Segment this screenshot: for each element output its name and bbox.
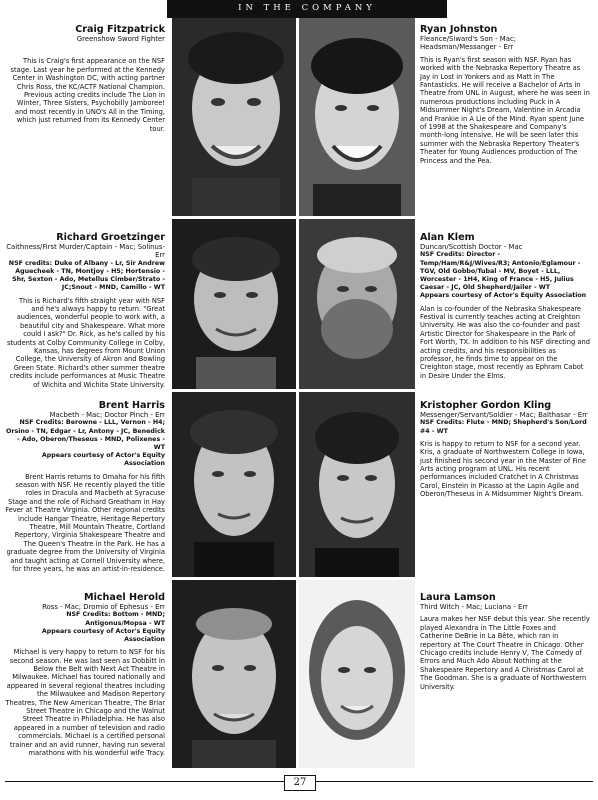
headshot-michael-herold xyxy=(172,580,296,768)
cast-name: Craig Fitzpatrick xyxy=(75,24,165,35)
cast-credits: NSF Credits: Director - Temp/Ham/R&J/Wives/R3; Antonio/Eglamour - TGV, Old Gobbo/Tubal - MV, Boyet - LLL, Worcester - 1H4, King of France - H5, Julius Caesar - JC, Old Shepherd/Jailer - WT xyxy=(420,251,581,292)
cast-role: Macbeth - Mac; Doctor Pinch - Err xyxy=(49,411,165,419)
headshot-laura-lamson xyxy=(299,580,415,768)
cast-bio: This is Richard's fifth straight year with NSF and he's always happy to return. "Great audiences, wonderful people to work with, a beautiful city and Shakespeare. What more could I ask?" Dr. Rick, as he's called by his students at Colby Community College in Colby, Kansas, has degrees from Mount Union College, the University of Akron and Bowling Green State. Richard's other summer theatre credits include performances at Music Theatre of Wichita and Wichita State University. xyxy=(6,296,165,389)
cast-equity: Appears courtesy of Actor's Equity Association xyxy=(420,292,587,300)
cast-name: Ryan Johnston xyxy=(420,24,498,35)
cast-equity: Appears courtesy of Actor's Equity Association xyxy=(41,627,165,644)
cast-name: Brent Harris xyxy=(98,400,165,411)
cast-bio: Michael is very happy to return to NSF for his second season. He was last seen as Dobbitt in Below the Belt with Next Act Theatre in Milwaukee. Michael has toured nationally and appeared in several regional theatres including the Milwaukee and Madison Repertory Theatres, The New American Theatre, The Briar Street Theatre in Chicago and the Walnut Street Theatre in Philadelphia. He has also appeared in a number of television and radio commercials. Michael is a certified personal trainer and an avid runner, having run several marathons with his wonderful wife Tracy. xyxy=(5,648,165,758)
cast-bio: This is Craig's first appearance on the NSF stage. Last year he performed at the Kennedy Center in Washington DC, with acting partner Chris Ross, the KC/ACTF National Champion. Previous acting credits include The Lion in Winter, Three Sisters, Psychobilly Jamboree! and most recently in UNO's All in the Timing, which just returned from its Kennedy Center tour. xyxy=(10,57,165,133)
cast-bio: This is Ryan's first season with NSF. Ryan has worked with the Nebraska Repertory Theatre as Jay in Lost in Yonkers and as Matt in The Fantasticks. He will receive a Bachelor of Arts in Theatre from UNL in August, where he was seen in numerous productions including Puck in A Midsummer Night's Dream, Valentine in Arcadia and Frankie in A Lie of the Mind. Ryan spent June of 1998 at the Shakespeare and Company's month-long intensive. He will be seen later this summer with the Nebraska Repertory Theater's Theater for Young Audiences production of The Princess and the Pea. xyxy=(420,55,590,165)
cast-credits: NSF Credits: Berowne - LLL, Vernon - H4; Orsino - TN, Edgar - Lr, Antony - JC, Benedick - Ado, Oberon/Theseus - MND, Polixenes - WT xyxy=(5,419,165,452)
cast-entry-alan-klem xyxy=(420,232,590,380)
cast-bio: Alan is co-founder of the Nebraska Shakespeare Festival is currently teaches acting at Creighton University. He was also the co-founder and past Artistic Director for Shakespeare in the Park of Fort Worth, TX. In addition to his NSF directing and acting credits, and his responsibilities as professor, he finds time to appear on the Creighton stage, most recently as Ephram Cabot in Desire Under the Elms. xyxy=(420,304,590,380)
cast-credits: NSF Credits: Bottom - MND; Antigonus/Mopsa - WT xyxy=(66,611,165,627)
cast-bio: Brent Harris returns to Omaha for his fifth season with NSF. He recently played the title roles in Dracula and Macbeth at Syracuse Stage and the role of Richard Greatham in Hay Fever at Theatre Virginia. Other regional credits include Hangar Theatre, Heritage Repertory Theatre, Mill Mountain Theatre, Cortland Repertory, Virginia Shakespeare Theatre and The Queen's Theatre in the Park. He has a graduate degree from the University of Virginia and taught acting at Cornell University where, for three years, he was an artist-in-residence. xyxy=(5,472,165,574)
cast-role: Greenshow Sword Fighter xyxy=(76,35,165,43)
cast-role: Duncan/Scottish Doctor - Mac xyxy=(420,243,523,251)
headshot-kristopher-gordon-kling xyxy=(299,392,415,577)
cast-name: Michael Herold xyxy=(84,592,165,603)
cast-entry-craig-fitzpatrick xyxy=(5,24,165,133)
cast-entry-brent-harris xyxy=(5,400,165,574)
headshot-brent-harris xyxy=(172,392,296,577)
cast-entry-ryan-johnston xyxy=(420,24,590,165)
cast-credits: NSF Credits: Flute - MND; Shepherd's Son/Lord #4 - WT xyxy=(420,419,587,435)
cast-role: Messenger/Servant/Soldier - Mac; Balthasar - Err xyxy=(420,411,588,419)
cast-credits: NSF credits: Duke of Albany - Lr, Sir Andrew Aguecheek - TN, Montjoy - H5; Hortensio - Shr, Sexton - Ado, Metellus Cimber/Strato - JC;Snout - MND, Camillo - WT xyxy=(8,259,165,292)
cast-bio: Laura makes her NSF debut this year. She recently played Alexandra in The Little Foxes and Catherine DeBrie in La Bête, which ran in repertory at The Court Theatre in Chicago. Other Chicago credits include Henry V, The Comedy of Errors and Much Ado About Nothing at the Shakespeare Repertory and A Christmas Carol at The Goodman. She is a graduate of Northwestern University. xyxy=(420,615,590,691)
cast-role: Fleance/Siward's Son - Mac; Headsman/Messanger - Err xyxy=(420,35,517,52)
cast-name: Alan Klem xyxy=(420,232,475,243)
headshot-alan-klem xyxy=(299,219,415,389)
banner-title: IN THE COMPANY xyxy=(238,3,376,13)
cast-name: Richard Groetzinger xyxy=(56,232,165,243)
cast-entry-laura-lamson xyxy=(420,592,590,691)
cast-name: Laura Lamson xyxy=(420,592,496,603)
cast-role: Third Witch - Mac; Luciana - Err xyxy=(420,603,528,611)
headshot-ryan-johnston xyxy=(299,18,415,216)
cast-role: Caithness/First Murder/Captain - Mac; Solinus- Err xyxy=(6,243,165,260)
cast-equity: Appears courtesy of Actor's Equity Association xyxy=(41,452,165,468)
headshot-richard-groetzinger xyxy=(172,219,296,389)
header-banner xyxy=(167,0,447,18)
cast-bio: Kris is happy to return to NSF for a second year. Kris, a graduate of Northwestern College in Iowa, just finished his second year in the Master of Fine Arts acting program at UNL. His recent performances included Cratchet in A Christmas Carol, Einstein in Picasso at the Lapin Agile and Oberon/Theseus in A Midsummer Night's Dream. xyxy=(420,439,587,499)
cast-role: Ross - Mac; Dromio of Ephesus - Err xyxy=(42,603,165,611)
cast-name: Kristopher Gordon Kling xyxy=(420,400,552,411)
cast-entry-michael-herold xyxy=(5,592,165,758)
cast-entry-kristopher-gordon-kling xyxy=(420,400,590,499)
headshot-craig-fitzpatrick xyxy=(172,18,296,216)
page-number: 27 xyxy=(284,775,316,791)
cast-entry-richard-groetzinger xyxy=(5,232,165,389)
